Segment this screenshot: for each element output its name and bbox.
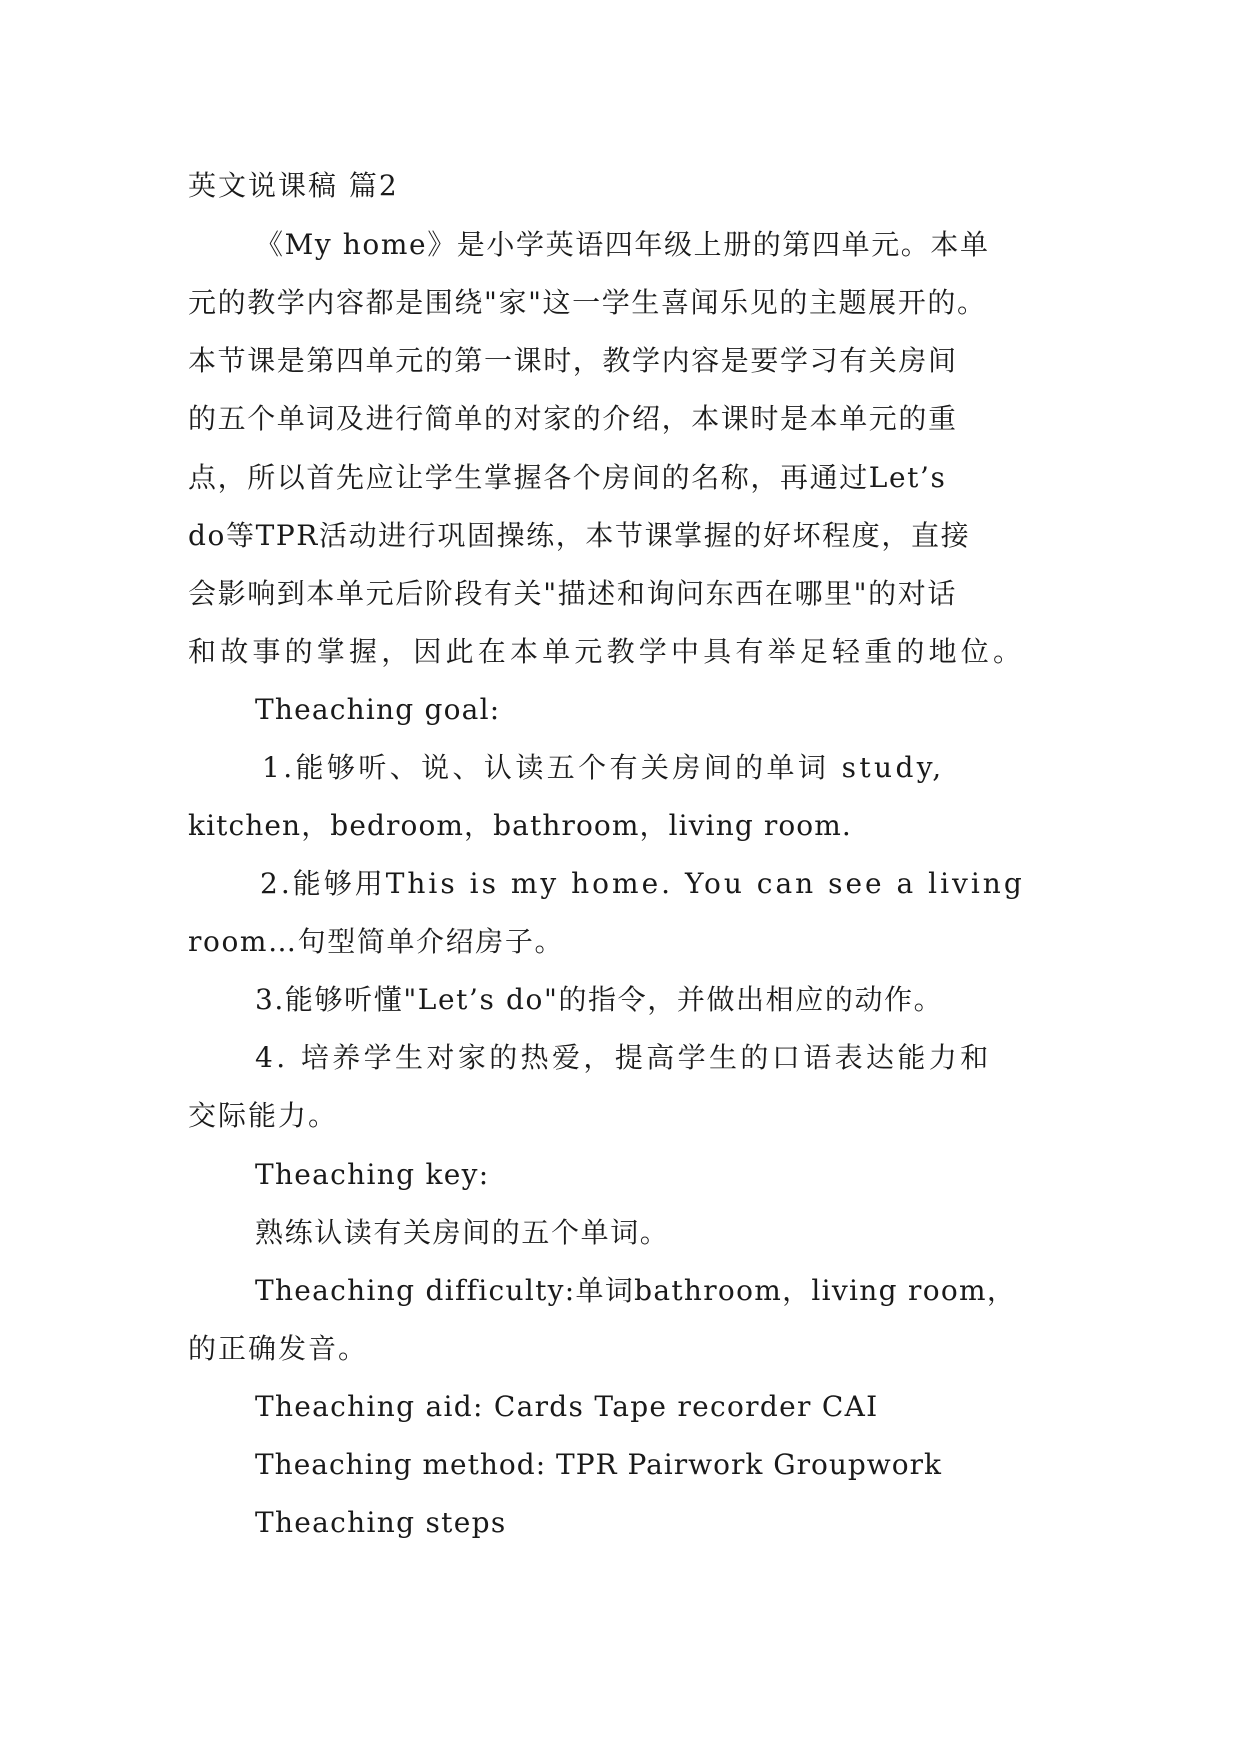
intro-paragraph-line-5: 点，所以首先应让学生掌握各个房间的名称，再通过Let’s xyxy=(188,461,947,494)
teaching-key-text: 熟练认读有关房间的五个单词。 xyxy=(255,1216,670,1249)
goal-item-1-line-1: 1.能够听、说、认读五个有关房间的单词 study, xyxy=(262,751,945,784)
intro-paragraph-line-4: 的五个单词及进行简单的对家的介绍，本课时是本单元的重 xyxy=(188,402,958,435)
teaching-difficulty-line-1: Theaching difficulty:单词bathroom，living room， xyxy=(255,1274,1017,1307)
teaching-method: Theaching method: TPR Pairwork Groupwork xyxy=(255,1448,942,1481)
intro-paragraph-line-8: 和故事的掌握，因此在本单元教学中具有举足轻重的地位。 xyxy=(188,635,1026,668)
goal-item-4-line-1: 4. 培养学生对家的热爱，提高学生的口语表达能力和 xyxy=(255,1041,992,1074)
goal-item-4-line-2: 交际能力。 xyxy=(188,1099,339,1132)
goal-item-2-line-2: room…句型简单介绍房子。 xyxy=(188,925,565,958)
teaching-difficulty-line-2: 的正确发音。 xyxy=(188,1332,369,1365)
intro-paragraph-line-2: 元的教学内容都是围绕"家"这一学生喜闻乐见的主题展开的。 xyxy=(188,286,987,319)
teaching-goal-heading: Theaching goal: xyxy=(255,693,501,726)
intro-paragraph-line-3: 本节课是第四单元的第一课时，教学内容是要学习有关房间 xyxy=(188,344,958,377)
goal-item-3: 3.能够听懂"Let’s do"的指令，并做出相应的动作。 xyxy=(255,983,944,1016)
teaching-steps-heading: Theaching steps xyxy=(255,1506,507,1539)
intro-paragraph-line-6: do等TPR活动进行巩固操练，本节课掌握的好坏程度，直接 xyxy=(188,519,971,552)
goal-item-1-line-2: kitchen，bedroom，bathroom，living room. xyxy=(188,809,852,842)
teaching-key-heading: Theaching key: xyxy=(255,1158,490,1191)
section-heading: 英文说课稿 篇2 xyxy=(188,169,399,202)
teaching-aid: Theaching aid: Cards Tape recorder CAI xyxy=(255,1390,879,1423)
intro-paragraph-line-1: 《My home》是小学英语四年级上册的第四单元。本单 xyxy=(255,228,990,261)
intro-paragraph-line-7: 会影响到本单元后阶段有关"描述和询问东西在哪里"的对话 xyxy=(188,577,957,610)
goal-item-2-line-1: 2.能够用This is my home. You can see a living xyxy=(260,867,1025,900)
